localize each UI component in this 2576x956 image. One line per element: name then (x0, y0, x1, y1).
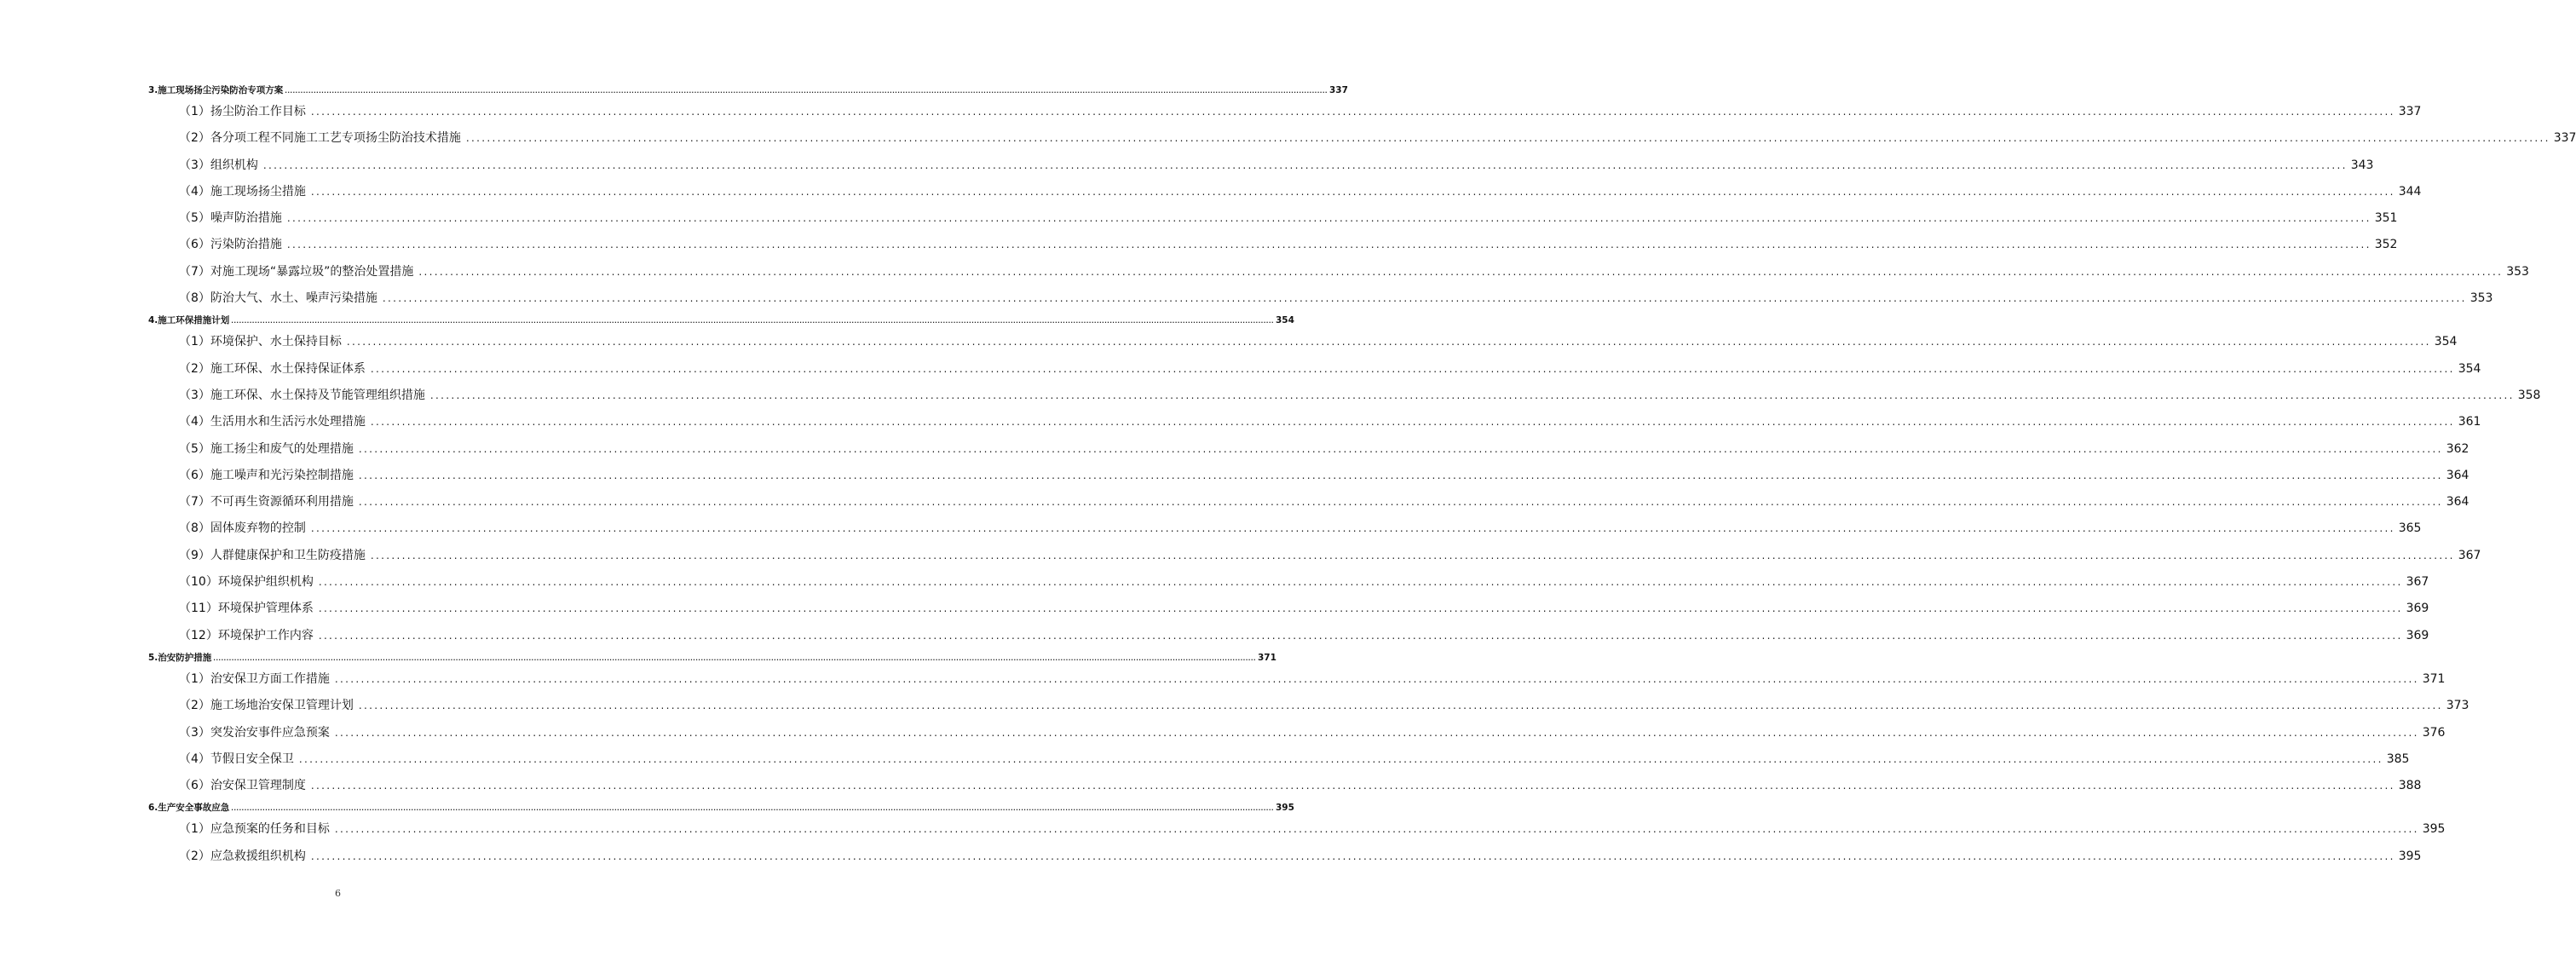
toc-subsection-entry[interactable] (179, 125, 2576, 152)
toc-entry-page-number: 385 (2386, 752, 2410, 766)
toc-section-entry[interactable] (148, 312, 1294, 329)
toc-dot-leader: ................................................................................................................................................................................................................................................................................................................................................................................................................ (370, 549, 2455, 562)
toc-entry-page-number: 373 (2446, 699, 2469, 713)
toc-dot-leader: ................................................................................................................................................................................................................................................................................................................................................................................................................ (213, 654, 1256, 662)
toc-dot-leader: ................................................................................................................................................................................................................................................................................................................................................................................................................ (318, 602, 2403, 615)
toc-entry-title: （3）突发治安事件应急预案 (179, 725, 330, 740)
toc-dot-leader: ................................................................................................................................................................................................................................................................................................................................................................................................................ (318, 576, 2403, 589)
toc-subsection-entry[interactable] (179, 746, 2410, 773)
toc-subsection-entry[interactable] (179, 99, 2422, 125)
toc-entry-title: （4）节假日安全保卫 (179, 752, 294, 766)
toc-subsection-entry[interactable] (179, 205, 2398, 232)
toc-dot-leader: ................................................................................................................................................................................................................................................................................................................................................................................................................ (310, 849, 2395, 862)
toc-dot-leader: ................................................................................................................................................................................................................................................................................................................................................................................................................ (318, 629, 2403, 642)
toc-entry-title: （5）施工扬尘和废气的处理措施 (179, 441, 354, 456)
toc-entry-title: （4）施工现场扬尘措施 (179, 184, 306, 199)
toc-dot-leader: ................................................................................................................................................................................................................................................................................................................................................................................................................ (358, 700, 2443, 712)
toc-entry-title: （2）各分项工程不同施工工艺专项扬尘防治技术措施 (179, 131, 461, 146)
toc-entry-page-number: 365 (2398, 521, 2422, 536)
toc-subsection-entry[interactable] (179, 409, 2481, 435)
toc-entry-title: （10）环境保护组织机构 (179, 575, 314, 590)
toc-entry-title: （1）扬尘防治工作目标 (179, 105, 306, 118)
toc-entry-title: （6）施工噪声和光污染控制措施 (179, 468, 354, 482)
toc-entry-title: （8）防治大气、水土、噪声污染措施 (179, 291, 377, 306)
toc-dot-leader: ................................................................................................................................................................................................................................................................................................................................................................................................................ (286, 239, 2371, 251)
toc-entry-title: （3）组织机构 (179, 158, 258, 172)
toc-entry-page-number: 354 (1275, 315, 1294, 326)
toc-subsection-entry[interactable] (179, 179, 2422, 205)
toc-dot-leader: ................................................................................................................................................................................................................................................................................................................................................................................................................ (358, 469, 2443, 481)
toc-subsection-entry[interactable] (179, 232, 2398, 258)
toc-subsection-entry[interactable] (179, 356, 2481, 383)
toc-entry-title: （2）施工场地治安保卫管理计划 (179, 699, 354, 713)
toc-entry-page-number: 354 (2458, 361, 2481, 376)
toc-subsection-entry[interactable] (179, 153, 2374, 179)
toc-entry-title: （7）对施工现场“暴露垃圾”的整治处置措施 (179, 264, 414, 279)
toc-dot-leader: ................................................................................................................................................................................................................................................................................................................................................................................................................ (310, 522, 2395, 535)
toc-dot-leader: ................................................................................................................................................................................................................................................................................................................................................................................................................ (370, 362, 2455, 375)
toc-entry-page-number: 351 (2374, 211, 2398, 226)
toc-subsection-entry[interactable] (179, 844, 2422, 870)
toc-dot-leader: ................................................................................................................................................................................................................................................................................................................................................................................................................ (298, 752, 2383, 765)
toc-dot-leader: ................................................................................................................................................................................................................................................................................................................................................................................................................ (285, 88, 1328, 95)
toc-entry-page-number: 361 (2458, 415, 2481, 429)
toc-dot-leader: ................................................................................................................................................................................................................................................................................................................................................................................................................ (262, 158, 2348, 171)
toc-entry-page-number: 371 (2422, 671, 2446, 686)
toc-subsection-entry[interactable] (179, 543, 2481, 569)
toc-subsection-entry[interactable] (179, 463, 2469, 489)
toc-entry-title: （11）环境保护管理体系 (179, 602, 314, 616)
toc-subsection-entry[interactable] (179, 489, 2469, 515)
toc-dot-leader: ................................................................................................................................................................................................................................................................................................................................................................................................................ (334, 823, 2419, 836)
toc-entry-page-number: 395 (1275, 803, 1294, 814)
toc-subsection-entry[interactable] (179, 720, 2446, 746)
toc-entry-page-number: 367 (2458, 548, 2481, 562)
toc-entry-title: （4）生活用水和生活污水处理措施 (179, 415, 366, 429)
toc-dot-leader: ................................................................................................................................................................................................................................................................................................................................................................................................................ (310, 106, 2395, 118)
toc-section-entry[interactable] (148, 649, 1276, 666)
toc-entry-page-number: 395 (2422, 822, 2446, 837)
toc-subsection-entry[interactable] (179, 623, 2429, 649)
toc-entry-page-number: 353 (2506, 264, 2529, 279)
toc-entry-page-number: 371 (1257, 652, 1276, 663)
toc-entry-title: （9）人群健康保护和卫生防疫措施 (179, 548, 366, 562)
toc-dot-leader: ................................................................................................................................................................................................................................................................................................................................................................................................................ (231, 805, 1274, 813)
toc-subsection-entry[interactable] (179, 693, 2469, 719)
toc-entry-title: （5）噪声防治措施 (179, 211, 282, 226)
toc-entry-title: 4.施工环保措施计划 (148, 315, 230, 326)
toc-dot-leader: ................................................................................................................................................................................................................................................................................................................................................................................................................ (465, 132, 2550, 145)
toc-entry-page-number: 343 (2350, 158, 2374, 172)
table-of-contents (148, 82, 2576, 870)
toc-dot-leader: ................................................................................................................................................................................................................................................................................................................................................................................................................ (358, 496, 2443, 509)
toc-dot-leader: ................................................................................................................................................................................................................................................................................................................................................................................................................ (231, 318, 1274, 325)
toc-entry-page-number: 395 (2398, 849, 2422, 863)
toc-entry-page-number: 344 (2398, 184, 2422, 199)
toc-entry-title: （2）应急救援组织机构 (179, 849, 306, 863)
toc-subsection-entry[interactable] (179, 383, 2541, 409)
toc-entry-page-number: 354 (2434, 335, 2458, 349)
page-number: 6 (335, 888, 341, 899)
toc-entry-page-number: 337 (2553, 131, 2576, 146)
toc-entry-page-number: 376 (2422, 725, 2446, 740)
toc-entry-page-number: 352 (2374, 238, 2398, 252)
toc-dot-leader: ................................................................................................................................................................................................................................................................................................................................................................................................................ (429, 389, 2515, 401)
toc-entry-title: 6.生产安全事故应急 (148, 803, 230, 814)
toc-entry-title: （12）环境保护工作内容 (179, 628, 314, 642)
toc-dot-leader: ................................................................................................................................................................................................................................................................................................................................................................................................................ (382, 292, 2467, 305)
toc-entry-title: （1）治安保卫方面工作措施 (179, 671, 330, 686)
toc-subsection-entry[interactable] (179, 436, 2469, 463)
toc-entry-title: （1）应急预案的任务和目标 (179, 822, 330, 837)
toc-dot-leader: ................................................................................................................................................................................................................................................................................................................................................................................................................ (310, 780, 2395, 792)
toc-dot-leader: ................................................................................................................................................................................................................................................................................................................................................................................................................ (286, 212, 2371, 225)
toc-entry-page-number: 353 (2469, 291, 2493, 306)
toc-subsection-entry[interactable] (179, 329, 2458, 355)
toc-entry-title: （6）污染防治措施 (179, 238, 282, 252)
toc-entry-page-number: 364 (2446, 495, 2469, 510)
toc-subsection-entry[interactable] (179, 666, 2446, 693)
toc-entry-page-number: 369 (2406, 628, 2429, 642)
toc-entry-page-number: 369 (2406, 602, 2429, 616)
toc-entry-title: 5.治安防护措施 (148, 652, 212, 663)
toc-entry-page-number: 364 (2446, 468, 2469, 482)
toc-entry-title: 3.施工现场扬尘污染防治专项方案 (148, 85, 284, 95)
toc-entry-page-number: 337 (1328, 85, 1348, 95)
toc-entry-page-number: 358 (2517, 388, 2541, 402)
toc-entry-title: （8）固体废弃物的控制 (179, 521, 306, 536)
toc-entry-title: （3）施工环保、水土保持及节能管理组织措施 (179, 388, 425, 402)
toc-entry-page-number: 337 (2398, 105, 2422, 118)
toc-dot-leader: ................................................................................................................................................................................................................................................................................................................................................................................................................ (418, 265, 2504, 278)
toc-entry-title: （2）施工环保、水土保持保证体系 (179, 361, 366, 376)
toc-subsection-entry[interactable] (179, 285, 2493, 312)
toc-entry-page-number: 367 (2406, 575, 2429, 590)
toc-dot-leader: ................................................................................................................................................................................................................................................................................................................................................................................................................ (334, 726, 2419, 739)
toc-dot-leader: ................................................................................................................................................................................................................................................................................................................................................................................................................ (334, 672, 2419, 685)
toc-section-entry[interactable] (148, 82, 1348, 99)
toc-subsection-entry[interactable] (179, 596, 2429, 622)
toc-subsection-entry[interactable] (179, 259, 2529, 285)
toc-subsection-entry[interactable] (179, 515, 2422, 542)
toc-dot-leader: ................................................................................................................................................................................................................................................................................................................................................................................................................ (346, 336, 2431, 348)
toc-entry-title: （6）治安保卫管理制度 (179, 779, 306, 793)
toc-entry-title: （1）环境保护、水土保持目标 (179, 335, 342, 349)
toc-subsection-entry[interactable] (179, 773, 2422, 799)
toc-dot-leader: ................................................................................................................................................................................................................................................................................................................................................................................................................ (358, 442, 2443, 455)
toc-dot-leader: ................................................................................................................................................................................................................................................................................................................................................................................................................ (370, 416, 2455, 429)
toc-subsection-entry[interactable] (179, 569, 2429, 596)
toc-entry-page-number: 362 (2446, 441, 2469, 456)
toc-entry-page-number: 388 (2398, 779, 2422, 793)
toc-subsection-entry[interactable] (179, 816, 2446, 843)
toc-entry-title: （7）不可再生资源循环利用措施 (179, 495, 354, 510)
toc-dot-leader: ................................................................................................................................................................................................................................................................................................................................................................................................................ (310, 185, 2395, 198)
toc-section-entry[interactable] (148, 799, 1294, 816)
